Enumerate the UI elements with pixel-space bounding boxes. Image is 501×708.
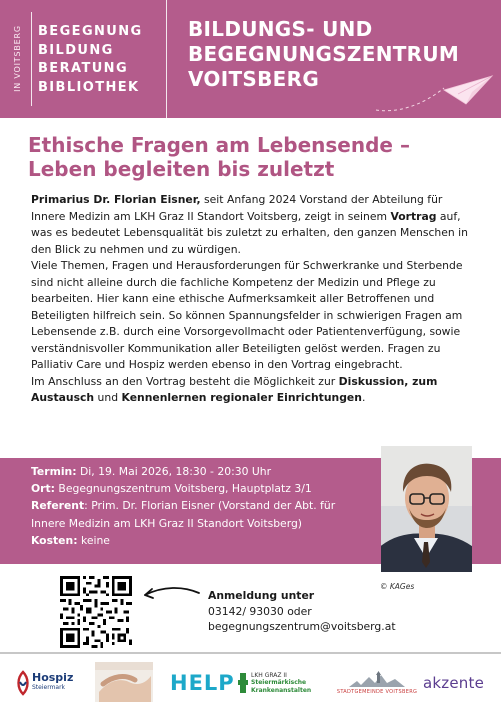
paragraph: Im Anschluss an den Vortrag besteht die Möglichkeit zur Diskussion, zum Austausch und Kennenlernen regionaler Einrichtungen.: [31, 374, 438, 404]
event-details: [31, 463, 366, 549]
hands-image: [95, 662, 153, 702]
side-tag: IN VOITSBERG: [12, 24, 22, 92]
divider: [31, 12, 32, 106]
pillar-item: BEGEGNUNG: [38, 24, 143, 39]
pillar-item: BIBLIOTHEK: [38, 79, 140, 95]
header-banner: [0, 0, 501, 118]
speaker-photo: [381, 446, 472, 572]
lkh-logo: LKH GRAZ II Steiermärkische Krankenanstalten: [238, 666, 318, 700]
event-description: [31, 192, 471, 407]
ort-row: Ort: Begegnungszentrum Voitsberg, Hauptplatz 3/1: [31, 482, 312, 496]
paragraph: Primarius Dr. Florian Eisner, seit Anfang 2024 Vorstand der Abteilung für Innere Medizin am LKH Graz II Standort Voitsberg, zeigt in seinem Vortrag auf, was es bedeutet Lebensqualität bis zuletzt zu erhalten, den ganzen Menschen in den Blick zu nehmen und zu würdigen.: [31, 193, 468, 256]
photo-credit: © KAGes: [380, 582, 415, 591]
arrow-left-icon: [137, 583, 203, 605]
paper-plane-icon: [374, 70, 496, 116]
registration-phone: 03142/ 93030 oder: [208, 604, 312, 618]
center-title: BILDUNGS- UND BEGEGNUNGSZENTRUM VOITSBERG: [188, 17, 460, 91]
registration-block: [208, 588, 396, 635]
registration-title: Anmeldung unter: [208, 589, 315, 602]
pillar-item: BILDUNG: [38, 42, 114, 58]
divider: [166, 0, 167, 118]
akzente-logo: akzente: [423, 674, 484, 692]
registration-email[interactable]: begegnungszentrum@voitsberg.at: [208, 620, 396, 633]
help-logo: HELP: [170, 671, 235, 695]
kosten-row: Kosten: keine: [31, 533, 110, 547]
qr-code-icon[interactable]: [60, 576, 132, 648]
pillar-item: BERATUNG: [38, 61, 129, 76]
referent-row: Referent: Prim. Dr. Florian Eisner (Vorstand der Abt. für Innere Medizin am LKH Graz II Standort Voitsberg): [31, 499, 336, 530]
sponsor-logos: [0, 652, 501, 708]
event-title: Ethische Fragen am Lebensende – Leben begleiten bis zuletzt: [28, 133, 410, 181]
paragraph: Viele Themen, Fragen und Herausforderungen für Schwerkranke und Sterbende sind nicht alleine durch die fachliche Kompetenz der Medizin und Pflege zu bearbeiten. Hier kann eine ethische Aufmerksamkeit aller Betroffenen und Beteiligten hilfreich sein. So können Spannungsfelder in schwierigen Fragen am Lebensende z.B. durch eine Vorsorgevollmacht oder Patientenverfügung, sowie verständnisvoller Kommunikation aller Beteiligten gelöst werden. Fragen zu Palliativ Care und Hospiz werden ebenso in den Vortrag eingebracht.: [31, 259, 463, 371]
termin-row: Termin: Di, 19. Mai 2026, 18:30 - 20:30 Uhr: [31, 465, 272, 478]
stadtgemeinde-logo: STADTGEMEINDE VOITSBERG: [334, 666, 420, 700]
pillars-list: [38, 23, 143, 97]
hospiz-logo: Hospiz Steiermark: [16, 666, 80, 700]
